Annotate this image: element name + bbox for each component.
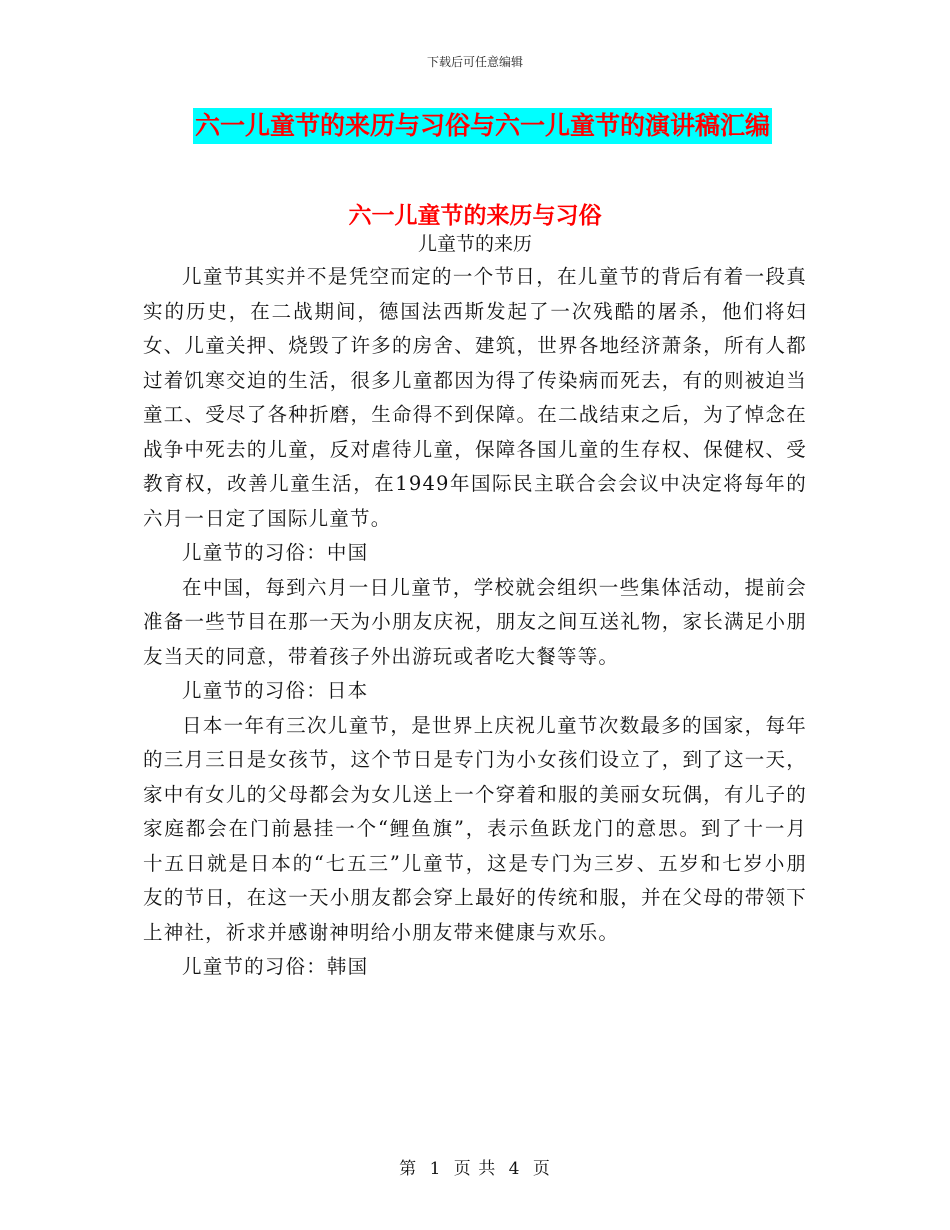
paragraph-china: 在中国，每到六月一日儿童节，学校就会组织一些集体活动，提前会准备一些节目在那一天为小朋友庆祝，朋友之间互送礼物，家长满足小朋友当天的同意，带着孩子外出游玩或者吃大餐等等。 [143, 575, 807, 668]
footer-prefix: 第 [399, 1159, 418, 1179]
subheading: 儿童节的来历 [417, 233, 532, 255]
document-title: 六一儿童节的来历与习俗与六一儿童节的演讲稿汇编 [193, 108, 772, 144]
page-footer [0, 1154, 950, 1179]
footer-suffix: 页 [532, 1159, 551, 1179]
body-text [143, 260, 807, 985]
paragraph-history: 儿童节其实并不是凭空而定的一个节日，在儿童节的背后有着一段真实的历史，在二战期间，德国法西斯发起了一次残酷的屠杀，他们将妇女、儿童关押、烧毁了许多的房舍、建筑，世界各地经济萧条，所有人都过着饥寒交迫的生活，很多儿童都因为得了传染病而死去，有的则被迫当童工、受尽了各种折磨，生命得不到保障。在二战结束之后，为了悼念在战争中死去的儿童，反对虐待儿童，保障各国儿童的生存权、保健权、受教育权，改善儿童生活，在1949年国际民主联合会会议中决定将每年的六月一日定了国际儿童节。 [143, 265, 807, 530]
page-number: 1 [429, 1159, 442, 1179]
header-note: 下载后可任意编辑 [426, 55, 523, 69]
section-title: 六一儿童节的来历与习俗 [348, 202, 602, 229]
heading-japan: 儿童节的习俗：日本 [182, 679, 369, 702]
footer-middle: 页 共 [453, 1159, 497, 1179]
page-total: 4 [508, 1159, 521, 1179]
heading-korea: 儿童节的习俗：韩国 [182, 955, 369, 978]
heading-china: 儿童节的习俗：中国 [182, 541, 369, 564]
paragraph-japan: 日本一年有三次儿童节，是世界上庆祝儿童节次数最多的国家，每年的三月三日是女孩节，这个节日是专门为小女孩们设立了，到了这一天，家中有女儿的父母都会为女儿送上一个穿着和服的美丽女玩偶，有儿子的家庭都会在门前悬挂一个“鲤鱼旗”，表示鱼跃龙门的意思。到了十一月十五日就是日本的“七五三”儿童节，这是专门为三岁、五岁和七岁小朋友的节日，在这一天小朋友都会穿上最好的传统和服，并在父母的带领下上神社，祈求并感谢神明给小朋友带来健康与欢乐。 [143, 713, 807, 944]
